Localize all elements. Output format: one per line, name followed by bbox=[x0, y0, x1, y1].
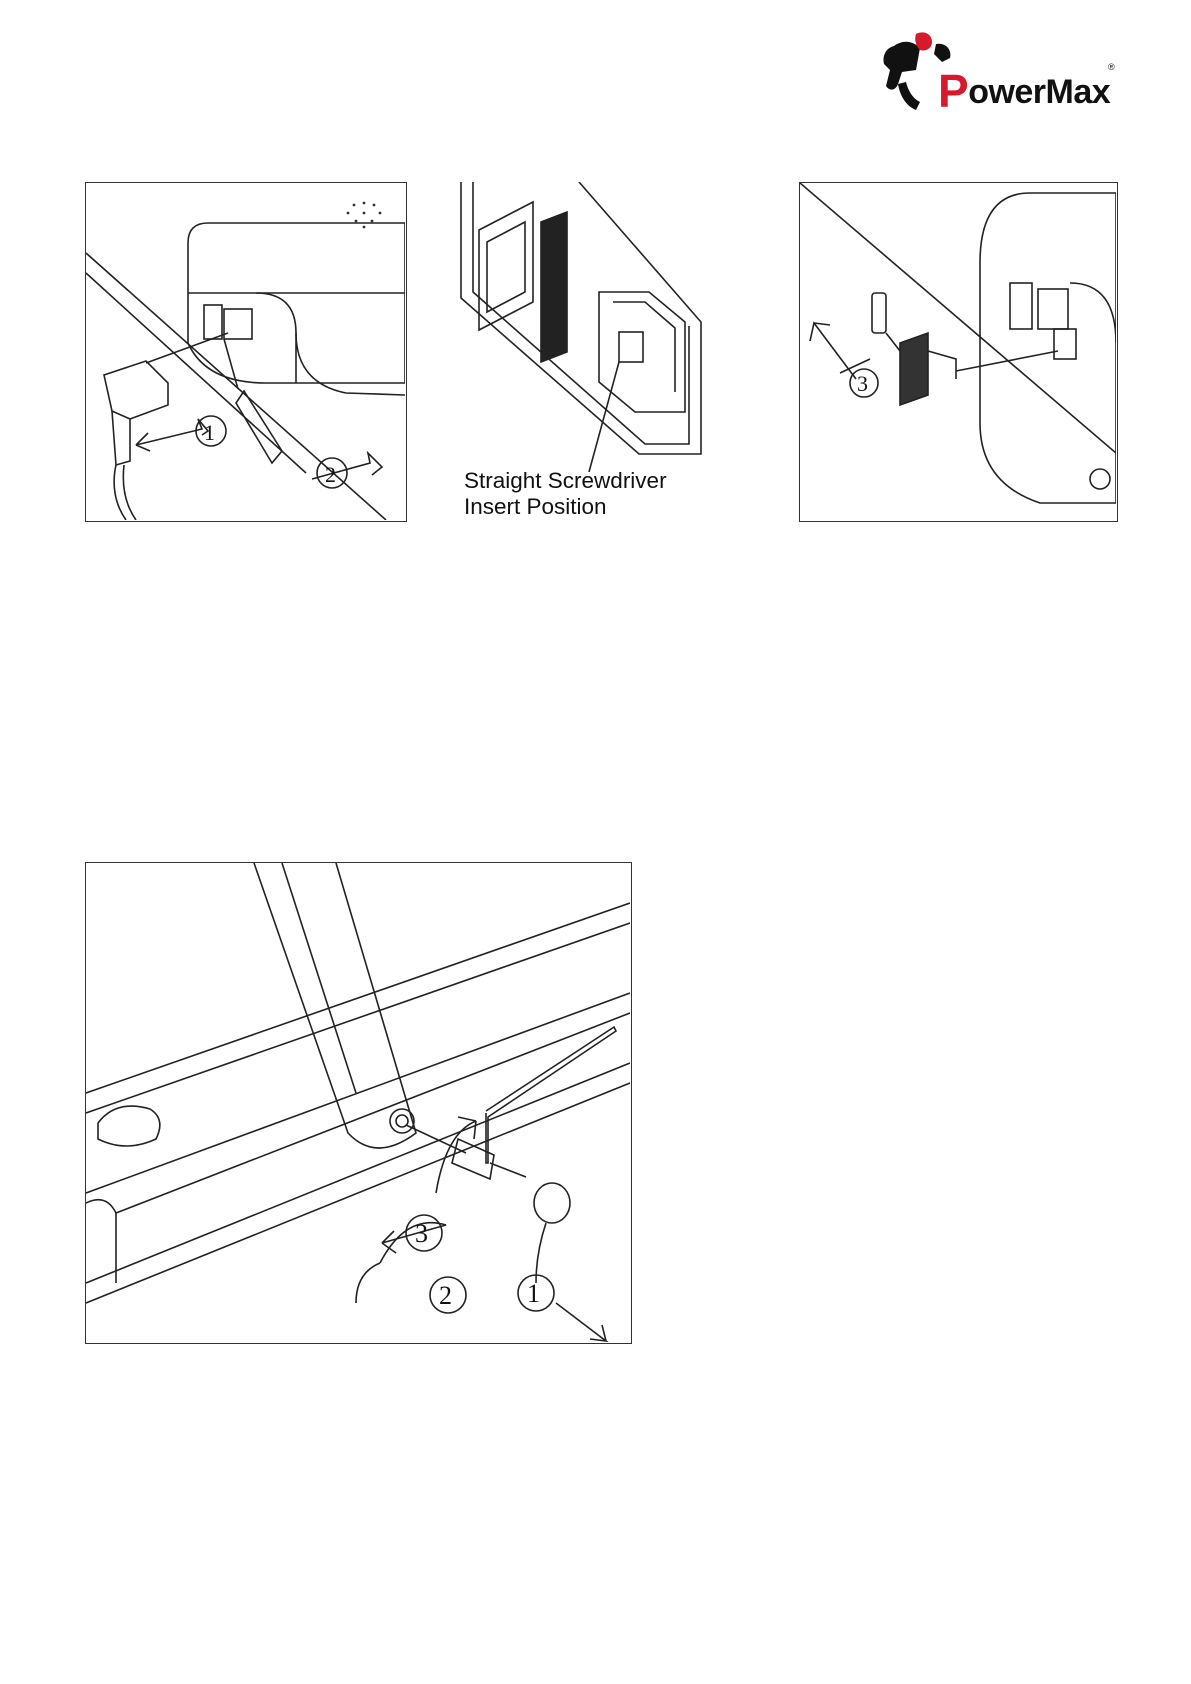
fuse-holder-panel-icon bbox=[449, 182, 787, 472]
brand-name bbox=[938, 60, 1111, 117]
figure-power-cord-removal bbox=[85, 182, 407, 522]
figure-frame-bolt-removal bbox=[85, 862, 632, 1344]
callout-1: 1 bbox=[204, 420, 215, 445]
brand-initial: P bbox=[938, 65, 969, 117]
fuse-extraction-icon bbox=[800, 183, 1116, 520]
frame-bolt-removal-icon bbox=[86, 863, 630, 1342]
caption-line-1: Straight Screwdriver bbox=[464, 468, 667, 493]
callout-1: 1 bbox=[527, 1279, 540, 1308]
brand-rest: owerMax bbox=[968, 73, 1111, 111]
callout-2: 2 bbox=[325, 462, 336, 487]
callout-2: 2 bbox=[439, 1281, 452, 1310]
registered-mark: ® bbox=[1108, 62, 1115, 72]
figure-fuse-holder-panel bbox=[449, 182, 787, 522]
callout-3: 3 bbox=[857, 371, 868, 396]
power-cord-removal-icon bbox=[86, 183, 405, 520]
callout-3: 3 bbox=[415, 1219, 428, 1248]
caption-line-2: Insert Position bbox=[464, 494, 607, 519]
figure-fuse-extraction bbox=[799, 182, 1118, 522]
fig2-caption bbox=[464, 468, 667, 520]
brand-logo bbox=[876, 26, 1116, 126]
